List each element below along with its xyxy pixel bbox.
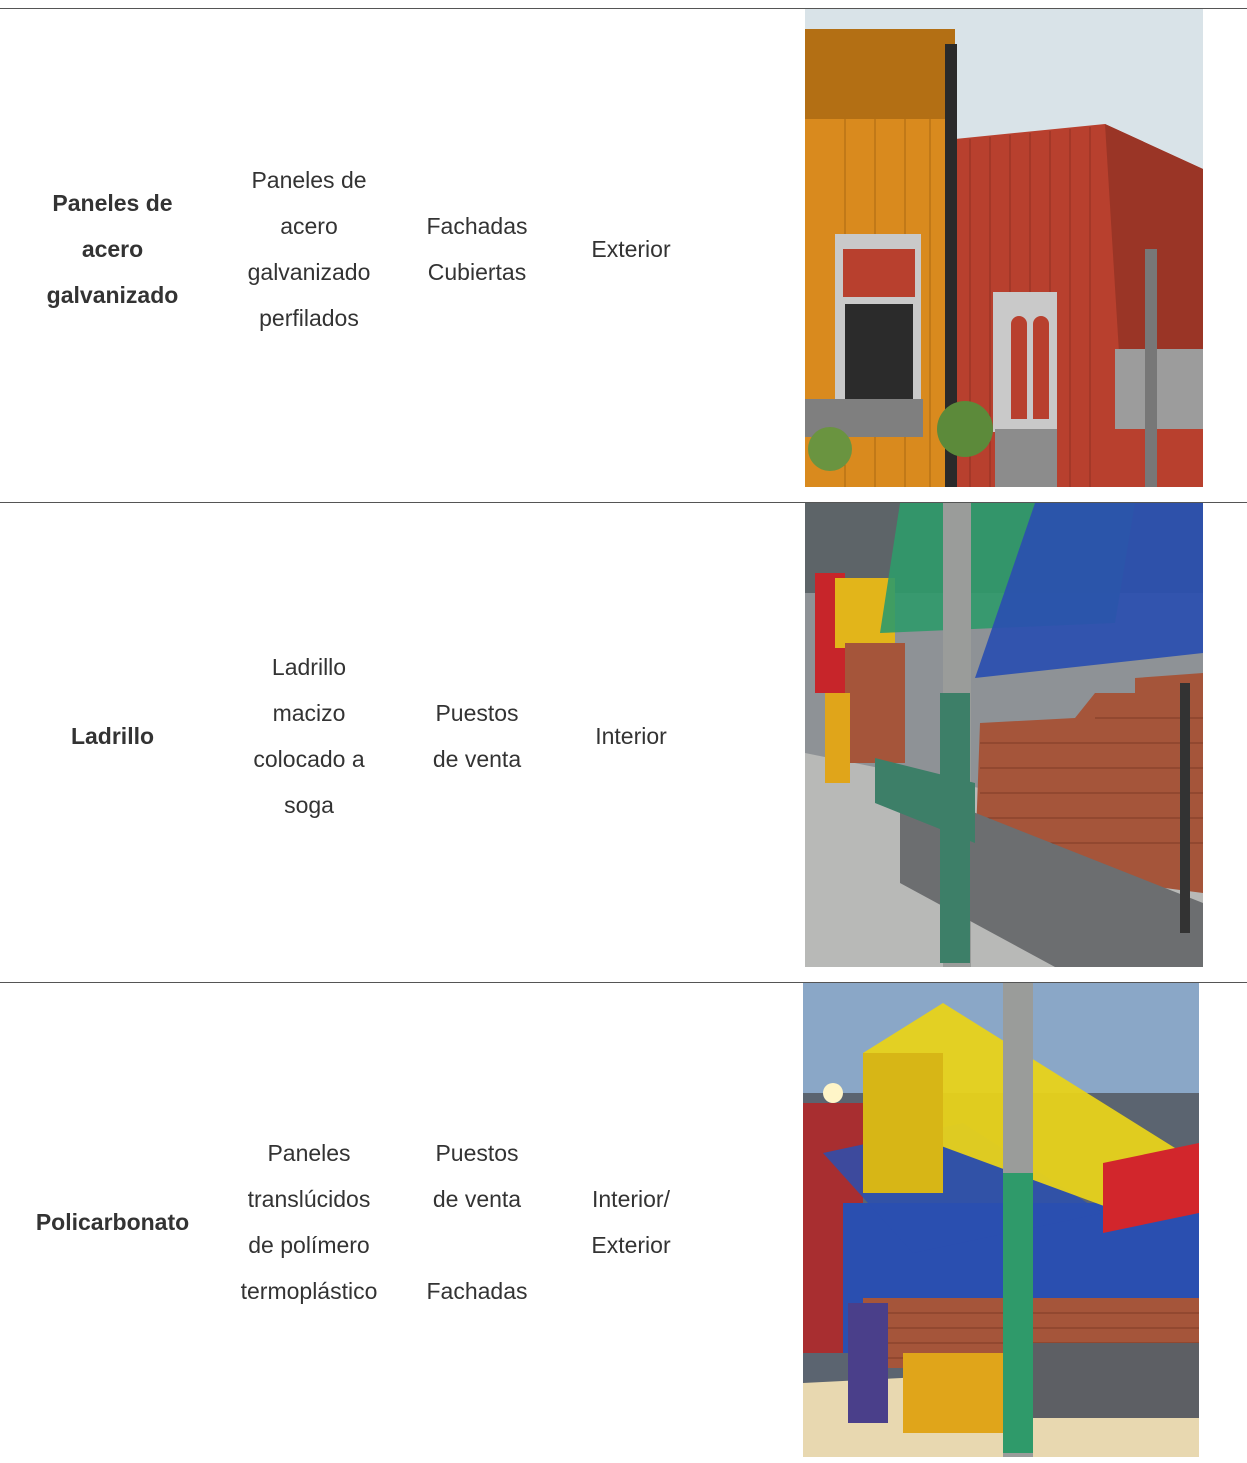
table-row [0, 9, 1247, 502]
material-cell [20, 983, 205, 1461]
description-cell [218, 503, 400, 969]
table-row [0, 983, 1247, 1463]
use-cell [402, 9, 552, 489]
material-location: Interior [595, 723, 667, 749]
material-description: Ladrillo macizo colocado a soga [253, 654, 365, 818]
location-cell [556, 503, 706, 969]
description-cell [218, 9, 400, 489]
material-name: Policarbonato [35, 1209, 190, 1235]
material-use: Puestos de venta Fachadas [426, 1140, 528, 1304]
material-use: Puestos de venta [432, 700, 522, 772]
location-cell [556, 9, 706, 489]
photo-brick-stalls-icon [805, 503, 1203, 967]
use-cell [402, 503, 552, 969]
material-description: Paneles translúcidos de polímero termoplástico [240, 1140, 378, 1304]
polycarbonate-canopy-photo [803, 983, 1199, 1457]
material-cell [20, 9, 205, 489]
material-location: Interior/ Exterior [591, 1186, 671, 1258]
material-description: Paneles de acero galvanizado perfilados [247, 167, 371, 331]
material-use: Fachadas Cubiertas [426, 213, 528, 285]
material-cell [20, 503, 205, 969]
photo-steel-facade-icon [805, 9, 1203, 487]
material-name: Ladrillo [70, 723, 155, 749]
description-cell [218, 983, 400, 1461]
material-location: Exterior [591, 236, 671, 262]
photo-polycarbonate-canopy-icon [803, 983, 1199, 1457]
use-cell [402, 983, 552, 1461]
brick-stalls-photo [805, 503, 1203, 967]
table-row [0, 503, 1247, 982]
location-cell [556, 983, 706, 1461]
steel-facade-photo [805, 9, 1203, 487]
material-name: Paneles de acero galvanizado [46, 190, 179, 308]
